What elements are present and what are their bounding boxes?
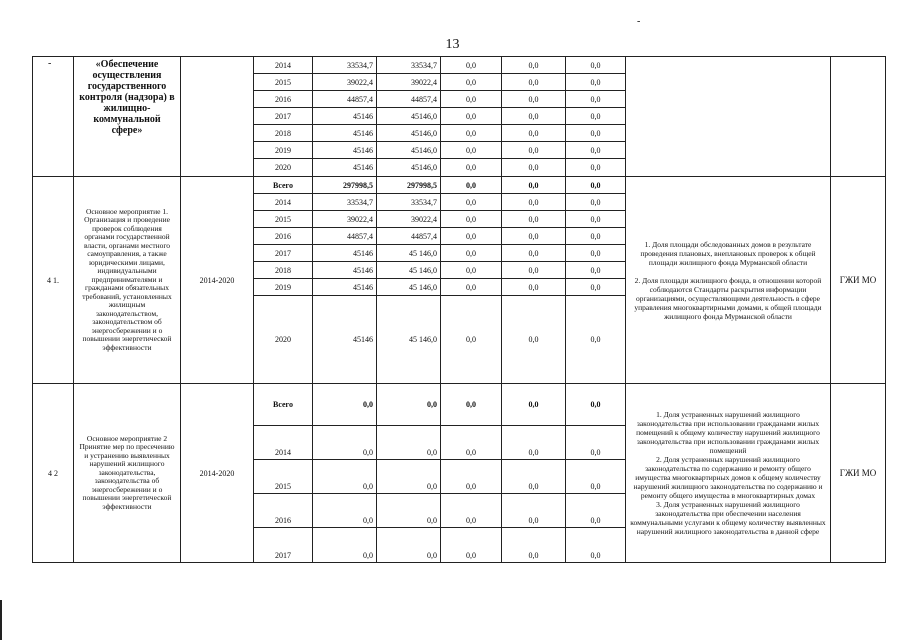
federal-budget-cell: 0,0 [441,57,502,74]
year-cell: 2014 [254,57,313,74]
local-budget-cell: 0,0 [502,91,566,108]
total-cell: 45146 [313,108,377,125]
year-cell: 2020 [254,159,313,177]
regional-budget-cell: 45 146,0 [377,245,441,262]
extrabudget-cell: 0,0 [566,262,626,279]
year-cell: Всего [254,384,313,426]
regional-budget-cell: 33534,7 [377,194,441,211]
margin-line [0,600,2,640]
year-cell: 2014 [254,194,313,211]
year-cell: 2015 [254,211,313,228]
total-cell: 45146 [313,142,377,159]
local-budget-cell: 0,0 [502,384,566,426]
regional-budget-cell: 45 146,0 [377,262,441,279]
extrabudget-cell: 0,0 [566,194,626,211]
federal-budget-cell: 0,0 [441,494,502,528]
measure-indicators: 1. Доля площади обследованных домов в результате проведения плановых, внеплановых проверок к общей площади жилищного фонда Мурманской области 2. Доля площади жилищного фонда, в отношении которой соблюдаются Стандарты раскрытия информации организациями, осуществляющими деятельность в сфере управления многоквартирными домами, к общей площади жилищного фонда Мурманской области [626,177,831,384]
regional-budget-cell: 44857,4 [377,91,441,108]
local-budget-cell: 0,0 [502,296,566,384]
total-cell: 45146 [313,245,377,262]
total-cell: 45146 [313,125,377,142]
regional-budget-cell: 39022,4 [377,74,441,91]
extrabudget-cell: 0,0 [566,211,626,228]
federal-budget-cell: 0,0 [441,528,502,563]
total-cell: 39022,4 [313,74,377,91]
year-cell: 2017 [254,245,313,262]
total-cell: 297998,5 [313,177,377,194]
local-budget-cell: 0,0 [502,460,566,494]
total-cell: 45146 [313,279,377,296]
extrabudget-cell: 0,0 [566,494,626,528]
total-cell: 39022,4 [313,211,377,228]
extrabudget-cell: 0,0 [566,125,626,142]
local-budget-cell: 0,0 [502,125,566,142]
federal-budget-cell: 0,0 [441,262,502,279]
extrabudget-cell: 0,0 [566,159,626,177]
table-row [33,177,886,194]
extrabudget-cell: 0,0 [566,426,626,460]
total-cell: 0,0 [313,426,377,460]
measure-number: 4 1. [33,177,74,384]
federal-budget-cell: 0,0 [441,177,502,194]
local-budget-cell: 0,0 [502,159,566,177]
local-budget-cell: 0,0 [502,74,566,91]
page-number: 13 [445,37,460,52]
measure-executor: ГЖИ МО [831,384,886,563]
local-budget-cell: 0,0 [502,245,566,262]
regional-budget-cell: 45 146,0 [377,296,441,384]
local-budget-cell: 0,0 [502,211,566,228]
local-budget-cell: 0,0 [502,108,566,125]
federal-budget-cell: 0,0 [441,296,502,384]
regional-budget-cell: 0,0 [377,528,441,563]
measure-executor: ГЖИ МО [831,177,886,384]
measure-name: Основное мероприятие 2 Принятие мер по пресечению и устранению выявленных нарушений жилищного законодательства, законодательства об энергосбережении и о повышении энергетической эффективности [74,384,181,563]
extrabudget-cell: 0,0 [566,528,626,563]
total-cell: 33534,7 [313,194,377,211]
year-cell: 2017 [254,528,313,563]
federal-budget-cell: 0,0 [441,74,502,91]
local-budget-cell: 0,0 [502,426,566,460]
year-cell: 2018 [254,262,313,279]
total-cell: 45146 [313,262,377,279]
local-budget-cell: 0,0 [502,142,566,159]
year-cell: 2016 [254,228,313,245]
measure-period: 2014-2020 [181,384,254,563]
local-budget-cell: 0,0 [502,194,566,211]
executor-cell [831,57,886,177]
year-cell: 2014 [254,426,313,460]
local-budget-cell: 0,0 [502,177,566,194]
period-cell [181,57,254,177]
total-cell: 33534,7 [313,57,377,74]
total-cell: 44857,4 [313,228,377,245]
measure-name: Основное мероприятие 1. Организация и проведение проверок соблюдения органами государственной власти, органами местного самоуправления, а также юридическими лицами, индивидуальными предпринимателями и гражданами обязательных требований, установленных жилищным законодательством, законодательством об энергосбережении и о повышении энергетической эффективности [74,177,181,384]
total-cell: 45146 [313,296,377,384]
extrabudget-cell: 0,0 [566,296,626,384]
program-table [32,56,886,563]
extrabudget-cell: 0,0 [566,74,626,91]
local-budget-cell: 0,0 [502,279,566,296]
year-cell: 2016 [254,91,313,108]
regional-budget-cell: 33534,7 [377,57,441,74]
regional-budget-cell: 297998,5 [377,177,441,194]
local-budget-cell: 0,0 [502,57,566,74]
measure-number: 4 2 [33,384,74,563]
federal-budget-cell: 0,0 [441,211,502,228]
federal-budget-cell: 0,0 [441,159,502,177]
extrabudget-cell: 0,0 [566,57,626,74]
measure-period: 2014-2020 [181,177,254,384]
year-cell: 2019 [254,279,313,296]
federal-budget-cell: 0,0 [441,384,502,426]
federal-budget-cell: 0,0 [441,91,502,108]
extrabudget-cell: 0,0 [566,91,626,108]
federal-budget-cell: 0,0 [441,245,502,262]
regional-budget-cell: 45146,0 [377,108,441,125]
regional-budget-cell: 45146,0 [377,142,441,159]
extrabudget-cell: 0,0 [566,460,626,494]
year-cell: 2016 [254,494,313,528]
measure-indicators: 1. Доля устраненных нарушений жилищного законодательства при использовании гражданами жилых помещений к общему количеству нарушений жилищного законодательства при использовании гражданами жилых помещений 2. Доля устраненных нарушений жилищного законодательства по содержанию и ремонту общего имущества многоквартирных домов к общему количеству нарушений жилищного законодательства по содержанию и ремонту общего имущества в многоквартирных домах 3. Доля устраненных нарушений жилищного законодательства при обеспечении населения коммунальными услугами к общему количеству выявленных нарушений жилищного законодательства в данной сфере [626,384,831,563]
extrabudget-cell: 0,0 [566,177,626,194]
extrabudget-cell: 0,0 [566,384,626,426]
extrabudget-cell: 0,0 [566,142,626,159]
side-mark: - [48,58,52,69]
year-cell: 2017 [254,108,313,125]
indicators-cell [626,57,831,177]
total-cell: 0,0 [313,494,377,528]
regional-budget-cell: 45146,0 [377,125,441,142]
federal-budget-cell: 0,0 [441,142,502,159]
federal-budget-cell: 0,0 [441,228,502,245]
regional-budget-cell: 45 146,0 [377,279,441,296]
regional-budget-cell: 0,0 [377,384,441,426]
total-cell: 45146 [313,159,377,177]
number-cell [33,57,74,177]
total-cell: 0,0 [313,460,377,494]
extrabudget-cell: 0,0 [566,279,626,296]
top-mark: - [637,16,641,27]
regional-budget-cell: 0,0 [377,494,441,528]
federal-budget-cell: 0,0 [441,108,502,125]
extrabudget-cell: 0,0 [566,108,626,125]
regional-budget-cell: 0,0 [377,426,441,460]
regional-budget-cell: 0,0 [377,460,441,494]
year-cell: 2020 [254,296,313,384]
local-budget-cell: 0,0 [502,262,566,279]
total-cell: 0,0 [313,384,377,426]
table-row [33,57,886,74]
regional-budget-cell: 44857,4 [377,228,441,245]
extrabudget-cell: 0,0 [566,228,626,245]
section-title: «Обеспечение осуществления государственного контроля (надзора) в жилищно-коммунальной сфере» [74,57,181,177]
year-cell: 2019 [254,142,313,159]
federal-budget-cell: 0,0 [441,426,502,460]
total-cell: 44857,4 [313,91,377,108]
federal-budget-cell: 0,0 [441,279,502,296]
federal-budget-cell: 0,0 [441,194,502,211]
year-cell: Всего [254,177,313,194]
extrabudget-cell: 0,0 [566,245,626,262]
local-budget-cell: 0,0 [502,494,566,528]
total-cell: 0,0 [313,528,377,563]
regional-budget-cell: 39022,4 [377,211,441,228]
regional-budget-cell: 45146,0 [377,159,441,177]
year-cell: 2018 [254,125,313,142]
local-budget-cell: 0,0 [502,228,566,245]
year-cell: 2015 [254,74,313,91]
table-row [33,384,886,426]
local-budget-cell: 0,0 [502,528,566,563]
federal-budget-cell: 0,0 [441,460,502,494]
federal-budget-cell: 0,0 [441,125,502,142]
year-cell: 2015 [254,460,313,494]
